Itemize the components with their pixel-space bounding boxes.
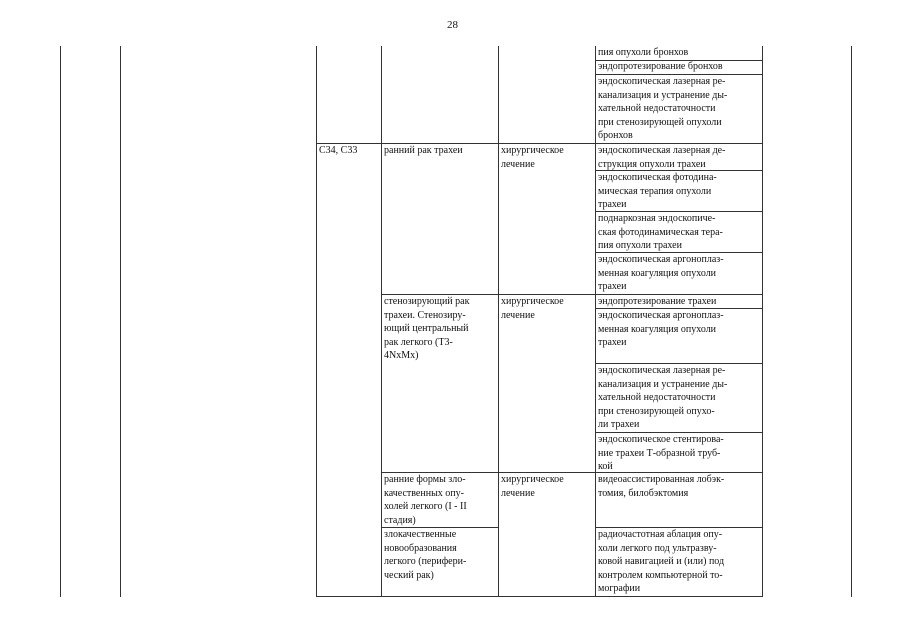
method-cell: эндопротезирование бронхов bbox=[598, 61, 723, 72]
row-line bbox=[316, 596, 762, 597]
method-cell: видеоассистированная лобэк- томия, билобэктомия bbox=[598, 474, 725, 499]
method-cell: эндоскопическая лазерная ре- канализация и устранение ды- хательной недостаточности при стенозирующей опухо- ли трахеи bbox=[598, 365, 728, 431]
diagnosis-cell: ранний рак трахеи bbox=[384, 145, 463, 156]
col-line bbox=[120, 46, 121, 597]
method-cell: радиочастотная аблация опу- холи легкого под ультразву- ковой навигацией и (или) под контролем компьютерной то- мографии bbox=[598, 529, 725, 595]
method-cell: эндоскопическое стентирова- ние трахеи Т-образной труб- кой bbox=[598, 434, 724, 473]
diagnosis-cell: стенозирующий рак трахеи. Стенозиру- ющий центральный рак легкого (Т3- 4NxMx) bbox=[384, 296, 470, 362]
col-line bbox=[851, 46, 852, 597]
col-line bbox=[60, 46, 61, 597]
code-cell: С34, С33 bbox=[319, 145, 358, 156]
col-line bbox=[316, 46, 317, 597]
col-line bbox=[762, 46, 763, 597]
method-cell: эндоскопическая лазерная де- струкция опухоли трахеи bbox=[598, 145, 726, 170]
method-cell: эндоскопическая фотодина- мическая терапия опухоли трахеи bbox=[598, 172, 717, 211]
treatment-cell: хирургическое лечение bbox=[501, 296, 564, 321]
method-cell: поднаркозная эндоскопиче- ская фотодинамическая тера- пия опухоли трахеи bbox=[598, 213, 723, 252]
treatment-cell: хирургическое лечение bbox=[501, 474, 564, 499]
treatment-cell: хирургическое лечение bbox=[501, 145, 564, 170]
method-cell: эндоскопическая аргоноплаз- менная коагуляция опухоли трахеи bbox=[598, 310, 724, 349]
diagnosis-cell: злокачественные новообразования легкого (перифери- ческий рак) bbox=[384, 529, 467, 581]
method-cell: эндопротезирование трахеи bbox=[598, 296, 717, 307]
page-number: 28 bbox=[447, 19, 458, 31]
method-cell: эндоскопическая лазерная ре- канализация и устранение ды- хательной недостаточности при стенозирующей опухоли бронхов bbox=[598, 76, 728, 142]
diagnosis-cell: ранние формы зло- качественных опу- холей легкого (I - II стадия) bbox=[384, 474, 467, 526]
method-cell: эндоскопическая аргоноплаз- менная коагуляция опухоли трахеи bbox=[598, 254, 724, 293]
method-cell: пия опухоли бронхов bbox=[598, 47, 689, 58]
